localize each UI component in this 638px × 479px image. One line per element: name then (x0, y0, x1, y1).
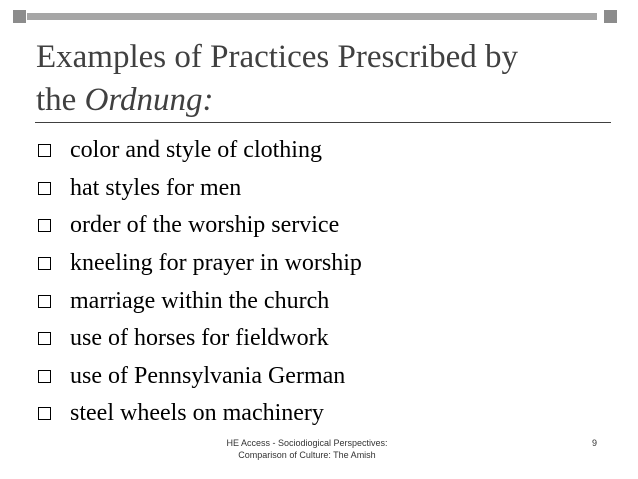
square-bullet-icon (38, 407, 51, 420)
page-number: 9 (592, 438, 598, 448)
square-bullet-icon (38, 182, 51, 195)
square-bullet-icon (38, 295, 51, 308)
title-line-2 (36, 79, 616, 122)
bullet-item (36, 170, 362, 208)
square-bullet-icon (38, 144, 51, 157)
square-bullet-icon (38, 332, 51, 345)
bullet-text: use of horses for fieldwork (70, 325, 329, 352)
bullet-text: color and style of clothing (70, 137, 322, 164)
title-line-1: Examples of Practices Prescribed by (36, 39, 519, 75)
slide-title (36, 36, 616, 122)
square-bullet-icon (38, 219, 51, 232)
bullet-list (36, 132, 362, 433)
bullet-text: marriage within the church (70, 287, 330, 314)
decor-square-right (604, 10, 617, 23)
square-bullet-icon (38, 257, 51, 270)
footer-line-1: HE Access - Sociodiogical Perspectives: (226, 438, 388, 448)
bullet-item (36, 395, 362, 433)
bullet-item (36, 207, 362, 245)
square-bullet-icon (38, 370, 51, 383)
title-line-2-prefix: the (36, 82, 85, 118)
decor-square-left (13, 10, 26, 23)
bullet-text: hat styles for men (70, 174, 242, 201)
bullet-item (36, 320, 362, 358)
bullet-item (36, 132, 362, 170)
bullet-item (36, 245, 362, 283)
bullet-item (36, 282, 362, 320)
bullet-text: kneeling for prayer in worship (70, 250, 362, 277)
footer-line-2: Comparison of Culture: The Amish (238, 450, 376, 460)
bullet-text: order of the worship service (70, 212, 340, 239)
title-divider (35, 122, 611, 123)
decor-bar (27, 13, 597, 20)
bullet-item (36, 358, 362, 396)
slide-footer (212, 437, 402, 461)
title-emphasis: Ordnung: (84, 82, 214, 118)
bullet-text: steel wheels on machinery (70, 400, 324, 427)
bullet-text: use of Pennsylvania German (70, 362, 346, 389)
